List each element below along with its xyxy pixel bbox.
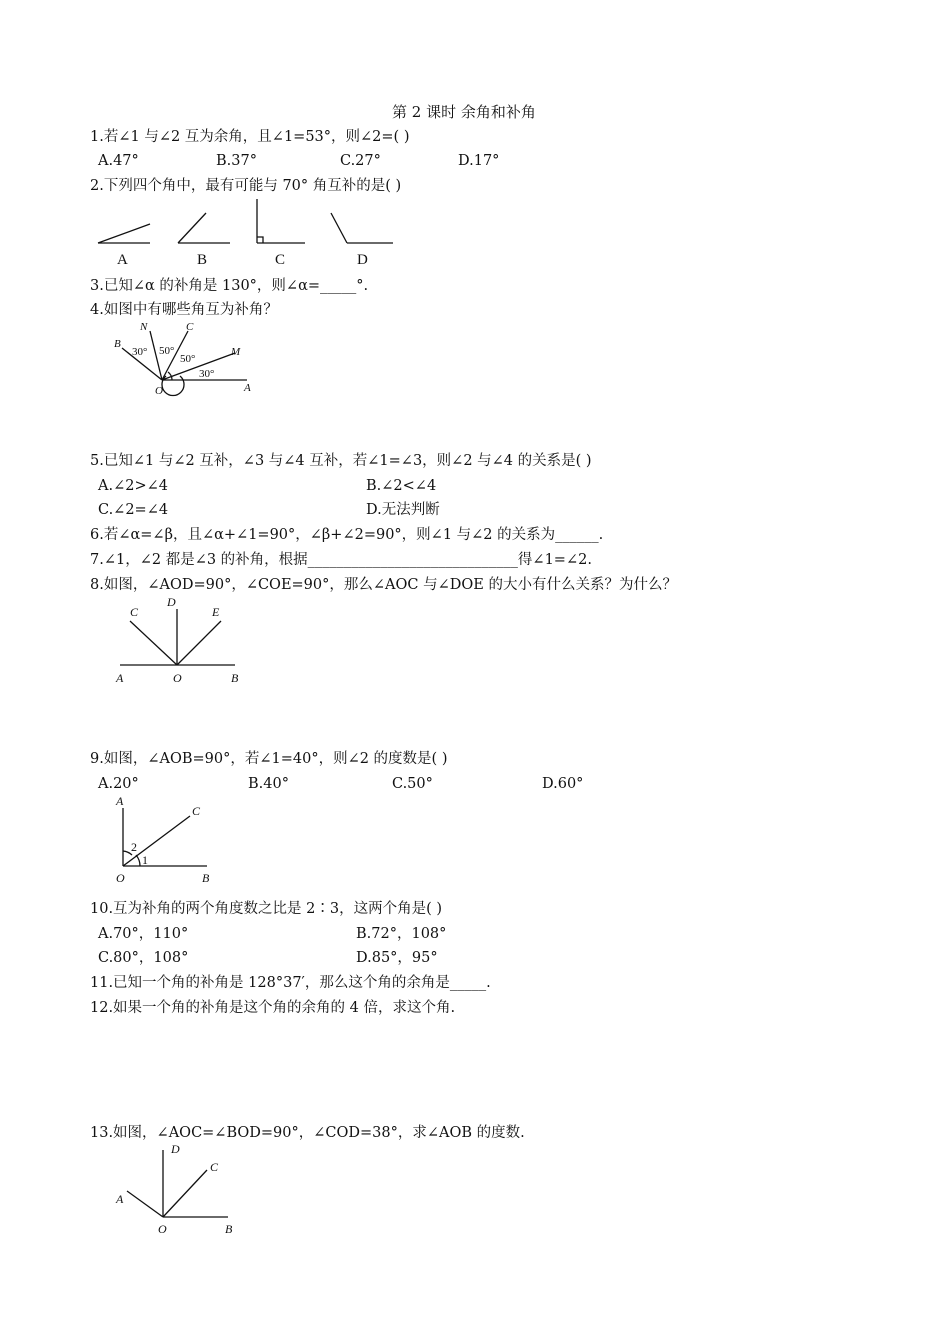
question-1-stem: 1.若∠1 与∠2 互为余角，且∠1=53°，则∠2=( ) (90, 129, 410, 145)
question-1-option-a: A.47° (98, 153, 139, 169)
question-1-option-c: C.27° (340, 153, 381, 169)
question-12-stem: 12.如果一个角的补角是这个角的余角的 4 倍，求这个角. (90, 1000, 456, 1016)
q4-label-n: N (140, 321, 148, 333)
q2-label-a: A (117, 252, 128, 268)
question-10-option-d: D.85°，95° (356, 950, 438, 966)
question-6-stem: 6.若∠α=∠β，且∠α+∠1=90°，∠β+∠2=90°，则∠1 与∠2 的关系为______. (90, 527, 604, 543)
question-4-stem: 4.如图中有哪些角互为补角？ (90, 302, 278, 318)
q4-label-b: B (114, 338, 121, 350)
q13-label-d: D (171, 1142, 180, 1156)
q2-label-d: D (357, 252, 368, 268)
question-9-option-c: C.50° (392, 776, 433, 792)
question-5-stem: 5.已知∠1 与∠2 互补，∠3 与∠4 互补，若∠1=∠3，则∠2 与∠4 的关系是( ) (90, 453, 592, 469)
q13-label-a: A (116, 1192, 124, 1206)
question-9-stem: 9.如图，∠AOB=90°，若∠1=40°，则∠2 的度数是( ) (90, 751, 448, 767)
question-10-option-c: C.80°，108° (98, 950, 189, 966)
q4-angle-30-right: 30° (199, 368, 215, 380)
question-1-option-b: B.37° (216, 153, 257, 169)
q2-angle-a-figure (98, 224, 150, 243)
q8-label-a: A (116, 671, 124, 685)
question-5-option-a: A.∠2>∠4 (98, 478, 168, 494)
question-10-option-b: B.72°，108° (356, 926, 447, 942)
q2-angle-d-figure (331, 213, 393, 243)
q9-label-c: C (192, 804, 201, 818)
question-10-option-a: A.70°，110° (98, 926, 189, 942)
q8-label-b: B (231, 671, 239, 685)
q9-label-1: 1 (142, 853, 148, 867)
q2-label-b: B (197, 252, 208, 268)
question-13-stem: 13.如图，∠AOC=∠BOD=90°，∠COD=38°，求∠AOB 的度数. (90, 1125, 525, 1141)
question-5-option-c: C.∠2=∠4 (98, 502, 169, 518)
q4-label-c: C (186, 321, 194, 333)
question-5-option-d: D.无法判断 (366, 502, 440, 518)
q2-angle-b-figure (178, 213, 230, 243)
q13-label-b: B (225, 1222, 233, 1236)
q2-label-c: C (275, 252, 286, 268)
question-9-option-a: A.20° (98, 776, 139, 792)
question-7-stem: 7.∠1，∠2 都是∠3 的补角，根据_____________________________得∠1=∠2. (90, 552, 592, 568)
question-9-option-b: B.40° (248, 776, 289, 792)
question-5-option-b: B.∠2<∠4 (366, 478, 437, 494)
q4-angle-50-upper: 50° (159, 345, 175, 357)
question-1-option-d: D.17° (458, 153, 500, 169)
q4-angle-50-lower: 50° (180, 353, 196, 365)
q13-label-o: O (158, 1222, 167, 1236)
page-title: 第 2 课时 余角和补角 (392, 103, 536, 121)
question-2-stem: 2.下列四个角中，最有可能与 70° 角互补的是( ) (90, 178, 402, 194)
q4-angle-30-left: 30° (132, 346, 148, 358)
q4-label-o: O (155, 385, 163, 397)
q4-label-a: A (244, 382, 251, 394)
question-8-stem: 8.如图，∠AOD=90°，∠COE=90°，那么∠AOC 与∠DOE 的大小有什么关系？为什么？ (90, 577, 677, 593)
q8-label-o: O (173, 671, 182, 685)
q8-label-d: D (167, 595, 176, 609)
question-9-option-d: D.60° (542, 776, 584, 792)
q13-label-c: C (210, 1160, 219, 1174)
q9-label-o: O (116, 871, 125, 885)
q9-label-2: 2 (131, 840, 137, 854)
question-3-stem: 3.已知∠α 的补角是 130°，则∠α=_____°. (90, 278, 369, 294)
q9-label-a: A (116, 794, 124, 808)
q8-label-e: E (212, 605, 220, 619)
q8-label-c: C (130, 605, 139, 619)
q4-label-m: M (231, 346, 241, 358)
q2-angle-c-figure (257, 199, 305, 243)
question-10-stem: 10.互为补角的两个角度数之比是 2∶3，这两个角是( ) (90, 901, 443, 917)
question-11-stem: 11.已知一个角的补角是 128°37′，那么这个角的余角是_____. (90, 975, 491, 991)
q9-label-b: B (202, 871, 210, 885)
